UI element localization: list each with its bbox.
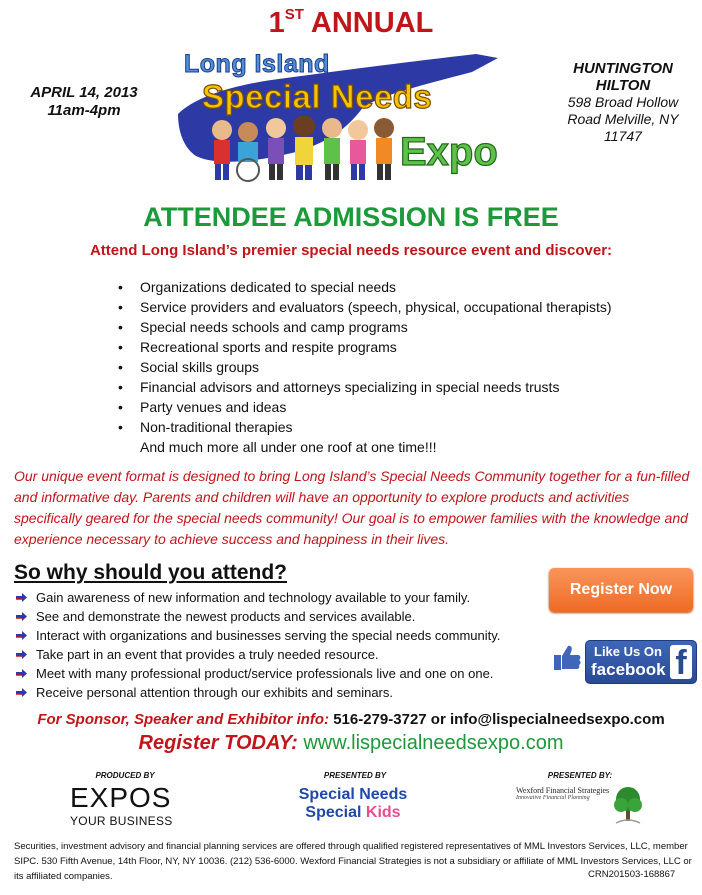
expos-logo-tagline: YOUR BUSINESS: [70, 814, 173, 828]
crn-code: CRN201503-168867: [588, 869, 676, 880]
expos-logo-name: EXPOS: [70, 782, 172, 813]
arrow-bullet-icon: [16, 630, 28, 641]
sponsor-contact-details[interactable]: 516-279-3727 or info@lispecialneedsexpo.com: [329, 711, 665, 728]
venue-name: HUNTINGTON HILTON: [573, 60, 673, 94]
venue-address-line-3: 11747: [604, 128, 642, 144]
list-item: • Recreational sports and respite programs: [118, 337, 612, 357]
venue-block: [548, 60, 698, 145]
tree-icon: [612, 783, 644, 827]
expos-your-business-logo: [70, 782, 190, 828]
discover-list: [118, 277, 612, 457]
list-item: • Party venues and ideas: [118, 397, 612, 417]
presented-by-label-2: PRESENTED BY:: [547, 771, 613, 780]
why-attend-list: [14, 588, 500, 702]
arrow-bullet-icon: [16, 611, 28, 622]
snk-logo-line2: Special Kids: [305, 804, 401, 821]
register-today-label: Register TODAY:: [138, 732, 298, 754]
facebook-brand-label: facebook: [591, 660, 666, 679]
arrow-bullet-icon: [16, 649, 28, 660]
sponsor-contact-line: [0, 711, 702, 728]
sponsor-contact-label: For Sponsor, Speaker and Exhibitor info:: [37, 711, 330, 728]
venue-address-line-1: 598 Broad Hollow: [567, 94, 679, 110]
wfs-logo-name: Wexford Financial Strategies: [516, 786, 610, 795]
event-edition-heading: [0, 6, 702, 40]
presented-by-label: PRESENTED BY: [323, 771, 387, 780]
arrow-bullet-icon: [16, 668, 28, 679]
children-illustration-icon: [208, 116, 408, 184]
wfs-logo-tagline: Innovative Financial Planning: [516, 795, 590, 801]
thumbs-up-icon[interactable]: [552, 643, 582, 673]
list-item: • Financial advisors and attorneys specializing in special needs trusts: [118, 377, 612, 397]
facebook-like-label: Like Us On: [594, 644, 662, 659]
logo-expo-text: Expo: [400, 130, 498, 174]
legal-disclaimer: Securities, investment advisory and financial planning services are offered through qualified registered representatives of MML Investors Services, LLC, member SIPC. 530 Fifth Avenue, 14th Floor, NY, NY 10036. (212) 536-6000. Wexford Financial Strategies is not a subsidiary or affiliate of MML Investors Services, LLC or its affiliated companies.: [14, 841, 692, 882]
list-item: Interact with organizations and businesses serving the special needs community.: [14, 626, 500, 645]
logo-long-island-text: Long Island: [184, 50, 330, 78]
venue-address-line-2: Road Melville, NY: [567, 111, 679, 127]
snk-logo-line1: Special Needs: [298, 786, 408, 803]
facebook-like-button[interactable]: [585, 640, 697, 684]
list-item: See and demonstrate the newest products and services available.: [14, 607, 500, 626]
event-time: 11am-4pm: [47, 102, 121, 119]
facebook-f-icon: f: [670, 645, 692, 679]
list-item: • Non-traditional therapies: [118, 417, 612, 437]
edition-suffix: ST: [284, 6, 304, 23]
admission-headline: ATTENDEE ADMISSION IS FREE: [143, 202, 559, 232]
list-item: • Organizations dedicated to special needs: [118, 277, 612, 297]
special-needs-special-kids-logo: [298, 786, 408, 822]
register-url-link[interactable]: www.lispecialneedsexpo.com: [297, 732, 564, 754]
register-today-line: [0, 732, 702, 755]
event-date-block: [14, 84, 154, 120]
list-item: Receive personal attention through our exhibits and seminars.: [14, 683, 500, 702]
list-item: Meet with many professional product/service professionals live and one on one.: [14, 664, 500, 683]
expo-logo: [176, 44, 506, 184]
edition-word: ANNUAL: [310, 7, 434, 39]
arrow-bullet-icon: [16, 687, 28, 698]
list-item-closing: And much more all under one roof at one time!!!: [140, 439, 437, 455]
event-date: APRIL 14, 2013: [30, 84, 138, 101]
arrow-bullet-icon: [16, 592, 28, 603]
edition-number: 1: [268, 7, 285, 39]
list-item: • Service providers and evaluators (speech, physical, occupational therapists): [118, 297, 612, 317]
list-item: • Special needs schools and camp programs: [118, 317, 612, 337]
intro-paragraph: Our unique event format is designed to bring Long Island’s Special Needs Community together for a fun-filled and informative day. Parents and children will have an opportunity to explore products and activities specifically geared for the special needs community! Our goal is to empower families with the knowledge and experience necessary to achieve success and happiness in their lives.: [14, 468, 690, 547]
list-item: Take part in an event that provides a truly needed resource.: [14, 645, 500, 664]
discover-subheadline: Attend Long Island’s premier special needs resource event and discover:: [89, 242, 613, 259]
list-item: • Social skills groups: [118, 357, 612, 377]
logo-special-needs-text: Special Needs: [202, 78, 433, 115]
list-item: Gain awareness of new information and technology available to your family.: [14, 588, 500, 607]
register-now-button[interactable]: Register Now: [549, 568, 693, 612]
produced-by-label: PRODUCED BY: [95, 771, 155, 780]
why-attend-heading: So why should you attend?: [14, 561, 287, 584]
